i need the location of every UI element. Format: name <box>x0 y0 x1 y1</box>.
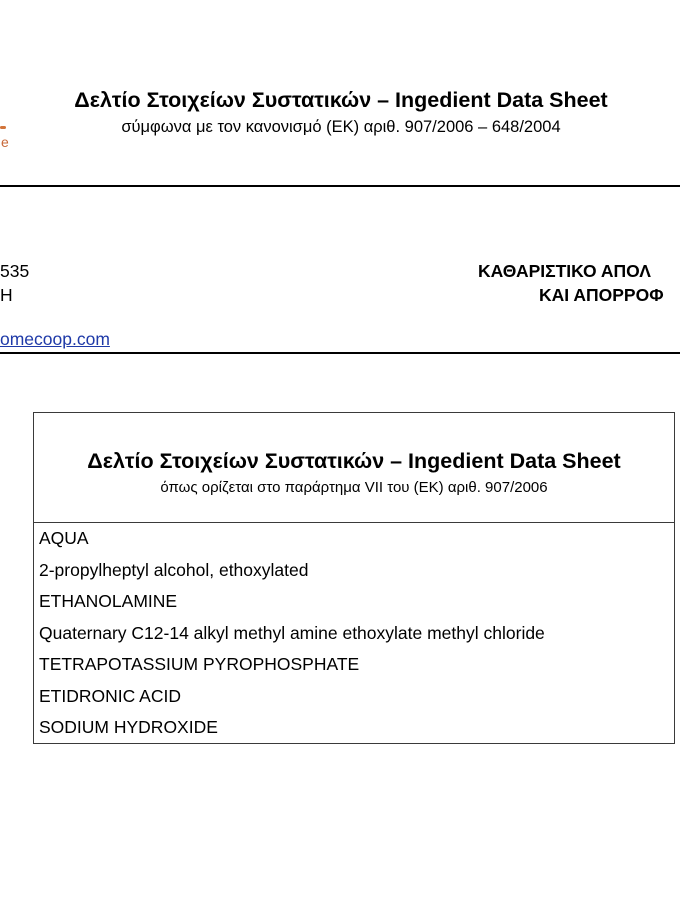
contact-phone-fragment: 535 <box>0 261 30 281</box>
logo-letter: e <box>1 134 9 150</box>
ingredient-item: AQUA <box>39 528 89 548</box>
page-title: Δελτίο Στοιχείων Συστατικών – Ingedient Data Sheet <box>74 88 608 112</box>
ingredient-item: ETIDRONIC ACID <box>39 685 181 706</box>
ingredient-list <box>34 523 674 744</box>
table-header <box>34 413 674 523</box>
header-divider <box>0 185 680 187</box>
ingredient-item: SODIUM HYDROXIDE <box>39 717 218 737</box>
ingredient-item: ETHANOLAMINE <box>39 591 178 611</box>
page-subtitle: σύμφωνα με τον κανονισμό (ΕΚ) αριθ. 907/2006 – 648/2004 <box>121 118 561 136</box>
website-link[interactable]: omecoop.com <box>0 329 110 349</box>
product-name-line-2: ΚΑΙ ΑΠΟΡΡΟΦ <box>539 285 664 305</box>
ingredient-item: TETRAPOTASSIUM PYROPHOSPHATE <box>39 654 360 674</box>
ingredient-item: Quaternary C12-14 alkyl methyl amine ethoxylate methyl chloride <box>39 622 545 643</box>
ingredient-data-table <box>33 412 675 744</box>
product-name-line-1: ΚΑΘΑΡΙΣΤΙΚΟ ΑΠΟΛ <box>478 261 651 281</box>
info-divider <box>0 352 680 354</box>
table-subtitle: όπως ορίζεται στο παράρτημα VII του (ΕΚ) αριθ. 907/2006 <box>160 479 548 496</box>
table-title: Δελτίο Στοιχείων Συστατικών – Ingedient Data Sheet <box>87 449 621 473</box>
contact-address-fragment: Η <box>0 285 13 305</box>
ingredient-item: 2-propylheptyl alcohol, ethoxylated <box>39 559 309 580</box>
